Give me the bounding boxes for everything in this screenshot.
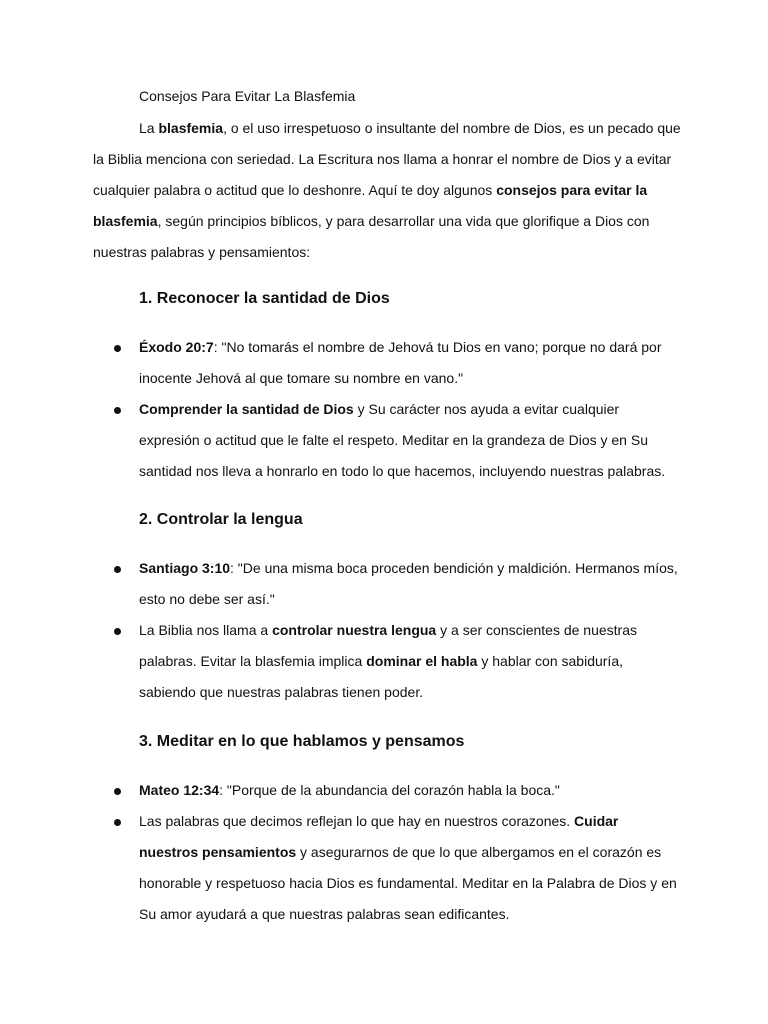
intro-bold-term: consejos para evitar la blasfemia: [93, 182, 648, 229]
bullet-text: La Biblia nos llama a: [139, 622, 273, 638]
intro-text: La: [139, 120, 159, 136]
bullet-list: [0, 775, 768, 930]
bullet-text: y a ser conscientes de nuestras palabras. Evitar la blasfemia implica: [139, 622, 638, 669]
intro-paragraph: [93, 113, 683, 268]
bullet-icon: [114, 628, 121, 635]
verse-reference: Mateo 12:34: [139, 782, 220, 798]
bullet-bold-term: controlar nuestra lengua: [272, 622, 437, 638]
section-heading: 1. Reconocer la santidad de Dios: [139, 290, 390, 307]
list-item: [0, 394, 768, 487]
bullet-text: : "Porque de la abundancia del corazón habla la boca.": [219, 782, 560, 798]
list-item: [0, 553, 768, 615]
bullet-text: : "No tomarás el nombre de Jehová tu Dios en vano; porque no dará por inocente Jehová al que tomare su nombre en vano.": [139, 339, 662, 386]
bullet-icon: [114, 407, 121, 414]
list-item: [0, 615, 768, 708]
bullet-list: [0, 553, 768, 708]
bullet-text: : "De una misma boca proceden bendición y maldición. Hermanos míos, esto no debe ser así.": [139, 560, 678, 607]
verse-reference: Éxodo 20:7: [139, 339, 214, 355]
bullet-text: y asegurarnos de que lo que albergamos en el corazón es honorable y respetuoso hacia Dios es fundamental. Meditar en la Palabra de Dios y en Su amor ayudará a que nuestras palabras sean edificantes.: [139, 844, 677, 922]
intro-text: , según principios bíblicos, y para desarrollar una vida que glorifique a Dios con nuestras palabras y pensamientos:: [93, 213, 650, 260]
document-title: Consejos Para Evitar La Blasfemia: [139, 88, 356, 104]
bullet-icon: [114, 345, 121, 352]
list-item: [0, 775, 768, 806]
bullet-text: Las palabras que decimos reflejan lo que hay en nuestros corazones.: [139, 813, 575, 829]
intro-text: , o el uso irrespetuoso o insultante del nombre de Dios, es un pecado que la Biblia menciona con seriedad. La Escritura nos llama a honrar el nombre de Dios y a evitar cualquier palabra o actitud que lo deshonre. Aquí te doy algunos: [93, 120, 681, 198]
bullet-text: y hablar con sabiduría, sabiendo que nuestras palabras tienen poder.: [139, 653, 623, 700]
verse-reference: Santiago 3:10: [139, 560, 231, 576]
bullet-text: y Su carácter nos ayuda a evitar cualquier expresión o actitud que le falte el respeto. Meditar en la grandeza de Dios y en Su santidad nos lleva a honrarlo en todo lo que hacemos, incluyendo nuestras palabras.: [139, 401, 666, 479]
section-heading: 3. Meditar en lo que hablamos y pensamos: [139, 733, 465, 750]
bullet-bold-term: Comprender la santidad de Dios: [139, 401, 354, 417]
section-heading: 2. Controlar la lengua: [139, 511, 303, 528]
bullet-icon: [114, 788, 121, 795]
list-item: [0, 332, 768, 394]
list-item: [0, 806, 768, 930]
bullet-bold-term: dominar el habla: [366, 653, 478, 669]
bullet-icon: [114, 566, 121, 573]
intro-bold-term: blasfemia: [158, 120, 224, 136]
bullet-icon: [114, 819, 121, 826]
bullet-bold-term: Cuidar nuestros pensamientos: [139, 813, 619, 860]
bullet-list: [0, 332, 768, 487]
